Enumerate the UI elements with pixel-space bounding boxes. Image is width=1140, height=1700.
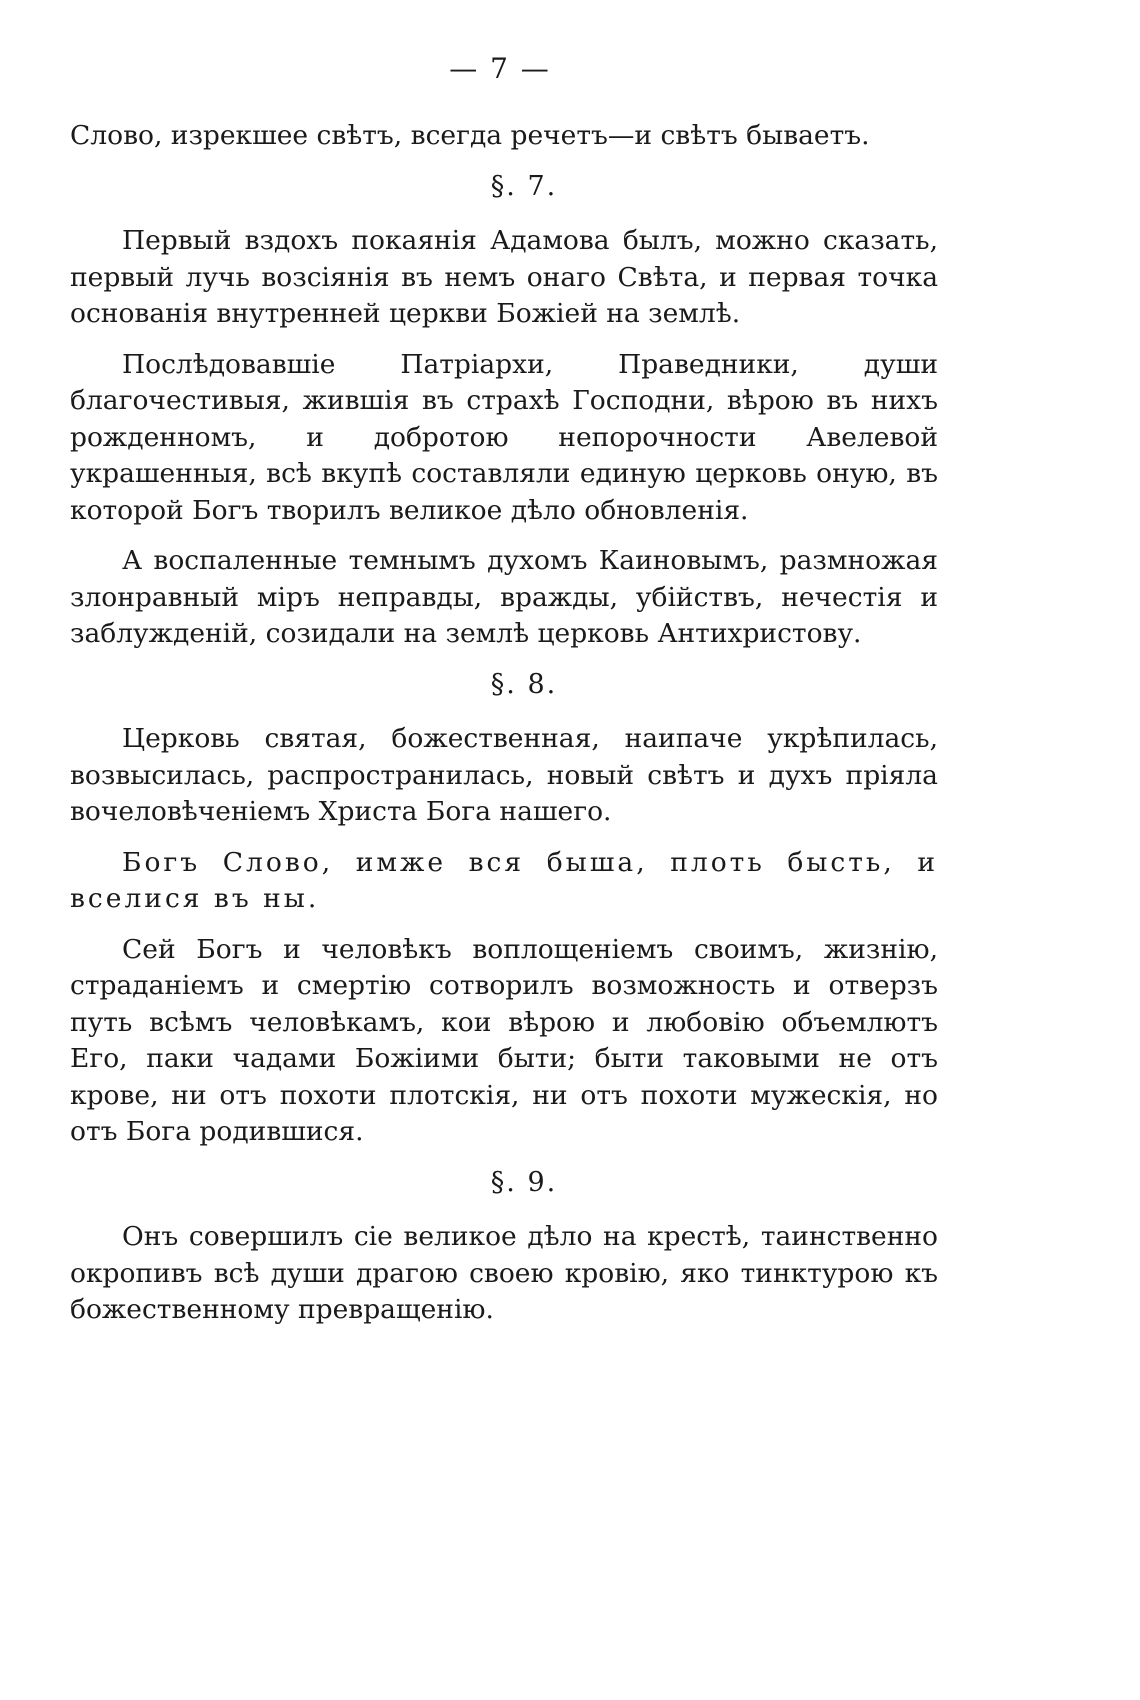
paragraph: Онъ совершилъ сіе великое дѣло на крестѣ, таинственно окропивъ всѣ души драгою своею кровію, яко тинктурою къ божественному превращенію.	[70, 1221, 938, 1325]
paragraph: Слово, изрекшее свѣтъ, всегда речетъ—и свѣтъ бываетъ.	[70, 120, 870, 151]
body-text	[70, 118, 938, 1329]
page-number: — 7 —	[449, 52, 551, 85]
paragraph: Богъ Слово, имже вся быша, плоть бысть, и вселися въ ны.	[70, 846, 938, 914]
paragraph: А воспаленные темнымъ духомъ Каиновымъ, размножая злонравный міръ неправды, вражды, убійствъ, нечестія и заблужденій, созидали на землѣ церковь Антихристову.	[70, 545, 938, 649]
paragraph: Сей Богъ и человѣкъ воплощеніемъ своимъ, жизнію, страданіемъ и смертію сотворилъ возможность и отверзъ путь всѣмъ человѣкамъ, кои вѣрою и любовію объемлютъ Его, паки чадами Божіими быти; быти таковыми не отъ крове, ни отъ похоти плотскія, ни отъ похоти мужескія, но отъ Бога родившися.	[70, 933, 938, 1147]
section-heading: §. 9.	[490, 1166, 558, 1198]
paragraph: Послѣдовавшіе Патріархи, Праведники, души благочестивыя, жившія въ страхѣ Господни, вѣрою въ нихъ рожденномъ, и добротою непорочности Авелевой украшенныя, всѣ вкупѣ составляли единую церковь оную, въ которой Богъ творилъ великое дѣло обновленія.	[70, 348, 938, 526]
section-heading: §. 7.	[490, 170, 558, 202]
section-heading: §. 8.	[490, 668, 558, 700]
paragraph: Первый вздохъ покаянія Адамова былъ, можно сказать, первый лучь возсіянія въ немъ онаго Свѣта, и первая точка основанія внутренней церкви Божіей на землѣ.	[70, 225, 938, 329]
paragraph: Церковь святая, божественная, наипаче укрѣпилась, возвысилась, распространилась, новый свѣтъ и духъ пріяла вочеловѣченіемъ Христа Бога нашего.	[70, 723, 938, 827]
